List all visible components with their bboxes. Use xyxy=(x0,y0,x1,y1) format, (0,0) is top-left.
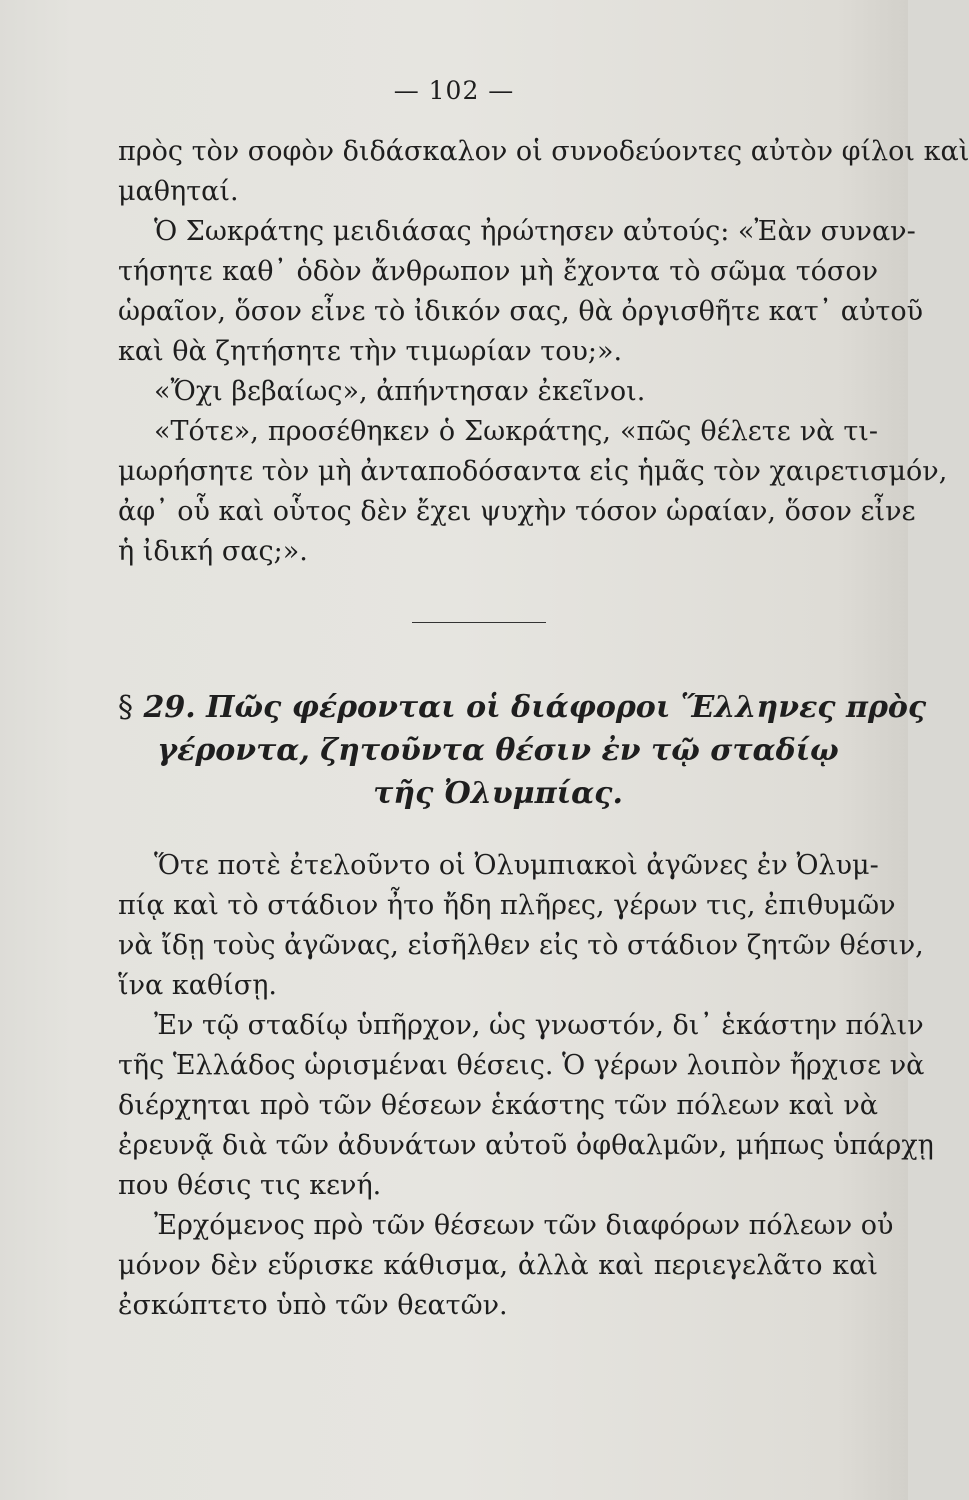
text-line: νὰ ἴδῃ τοὺς ἀγῶνας, εἰσῆλθεν εἰς τὸ στάδιον ζητῶν θέσιν, xyxy=(118,930,924,961)
text-line: καὶ θὰ ζητήσητε τὴν τιμωρίαν του;». xyxy=(118,336,623,367)
heading-line-3: τῆς Ὀλυμπίας. xyxy=(373,776,623,811)
text-line: ὡραῖον, ὅσον εἶνε τὸ ἰδικόν σας, θὰ ὀργισθῆτε κατ᾽ αὐτοῦ xyxy=(118,296,923,327)
top-text-block xyxy=(118,132,969,572)
text-line: που θέσις τις κενή. xyxy=(118,1170,382,1201)
bottom-text-block xyxy=(118,846,934,1326)
text-line: μαθηταί. xyxy=(118,176,239,207)
text-line: πρὸς τὸν σοφὸν διδάσκαλον οἱ συνοδεύοντες αὐτὸν φίλοι καὶ xyxy=(118,136,969,167)
text-line: ἵνα καθίσῃ. xyxy=(118,970,277,1001)
text-line: Ἐν τῷ σταδίῳ ὑπῆρχον, ὡς γνωστόν, δι᾽ ἑκάστην πόλιν xyxy=(154,1010,924,1041)
section-divider xyxy=(412,622,546,623)
text-line: ἐρευνᾷ διὰ τῶν ἀδυνάτων αὐτοῦ ὀφθαλμῶν, μήπως ὑπάρχῃ xyxy=(118,1130,934,1161)
text-line: ἀφ᾽ οὗ καὶ οὗτος δὲν ἔχει ψυχὴν τόσον ὡραίαν, ὅσον εἶνε xyxy=(118,496,916,527)
text-line: «Τότε», προσέθηκεν ὁ Σωκράτης, «πῶς θέλετε νὰ τι- xyxy=(154,416,878,447)
text-line: τῆς Ἑλλάδος ὡρισμέναι θέσεις. Ὁ γέρων λοιπὸν ἤρχισε νὰ xyxy=(118,1050,925,1081)
page-number: — 102 — xyxy=(393,76,515,105)
section-number: 29. xyxy=(143,690,196,725)
text-line: Ὁ Σωκράτης μειδιάσας ἠρώτησεν αὐτούς: «Ἐὰν συναν- xyxy=(154,216,916,247)
text-line: μωρήσητε τὸν μὴ ἀνταποδόσαντα εἰς ἡμᾶς τὸν χαιρετισμόν, xyxy=(118,456,948,487)
text-line: Ὅτε ποτὲ ἐτελοῦντο οἱ Ὀλυμπιακοὶ ἀγῶνες ἐν Ὀλυμ- xyxy=(154,850,879,881)
section-heading xyxy=(118,686,927,815)
section-symbol: § xyxy=(118,690,133,725)
heading-line-1: Πῶς φέρονται οἱ διάφοροι Ἕλληνες πρὸς xyxy=(206,690,927,725)
text-line: ἐσκώπτετο ὑπὸ τῶν θεατῶν. xyxy=(118,1290,508,1321)
text-line: μόνον δὲν εὕρισκε κάθισμα, ἀλλὰ καὶ περιεγελᾶτο καὶ xyxy=(118,1250,878,1281)
text-line: διέρχηται πρὸ τῶν θέσεων ἑκάστης τῶν πόλεων καὶ νὰ xyxy=(118,1090,878,1121)
heading-line-2: γέροντα, ζητοῦντα θέσιν ἐν τῷ σταδίῳ xyxy=(157,733,839,768)
text-line: πίᾳ καὶ τὸ στάδιον ἦτο ἤδη πλῆρες, γέρων τις, ἐπιθυμῶν xyxy=(118,890,896,921)
text-line: τήσητε καθ᾽ ὁδὸν ἄνθρωπον μὴ ἔχοντα τὸ σῶμα τόσον xyxy=(118,256,878,287)
text-line: ἡ ἰδική σας;». xyxy=(118,536,308,567)
text-line: «Ὄχι βεβαίως», ἀπήντησαν ἐκεῖνοι. xyxy=(154,376,646,407)
text-line: Ἐρχόμενος πρὸ τῶν θέσεων τῶν διαφόρων πόλεων οὐ xyxy=(154,1210,894,1241)
